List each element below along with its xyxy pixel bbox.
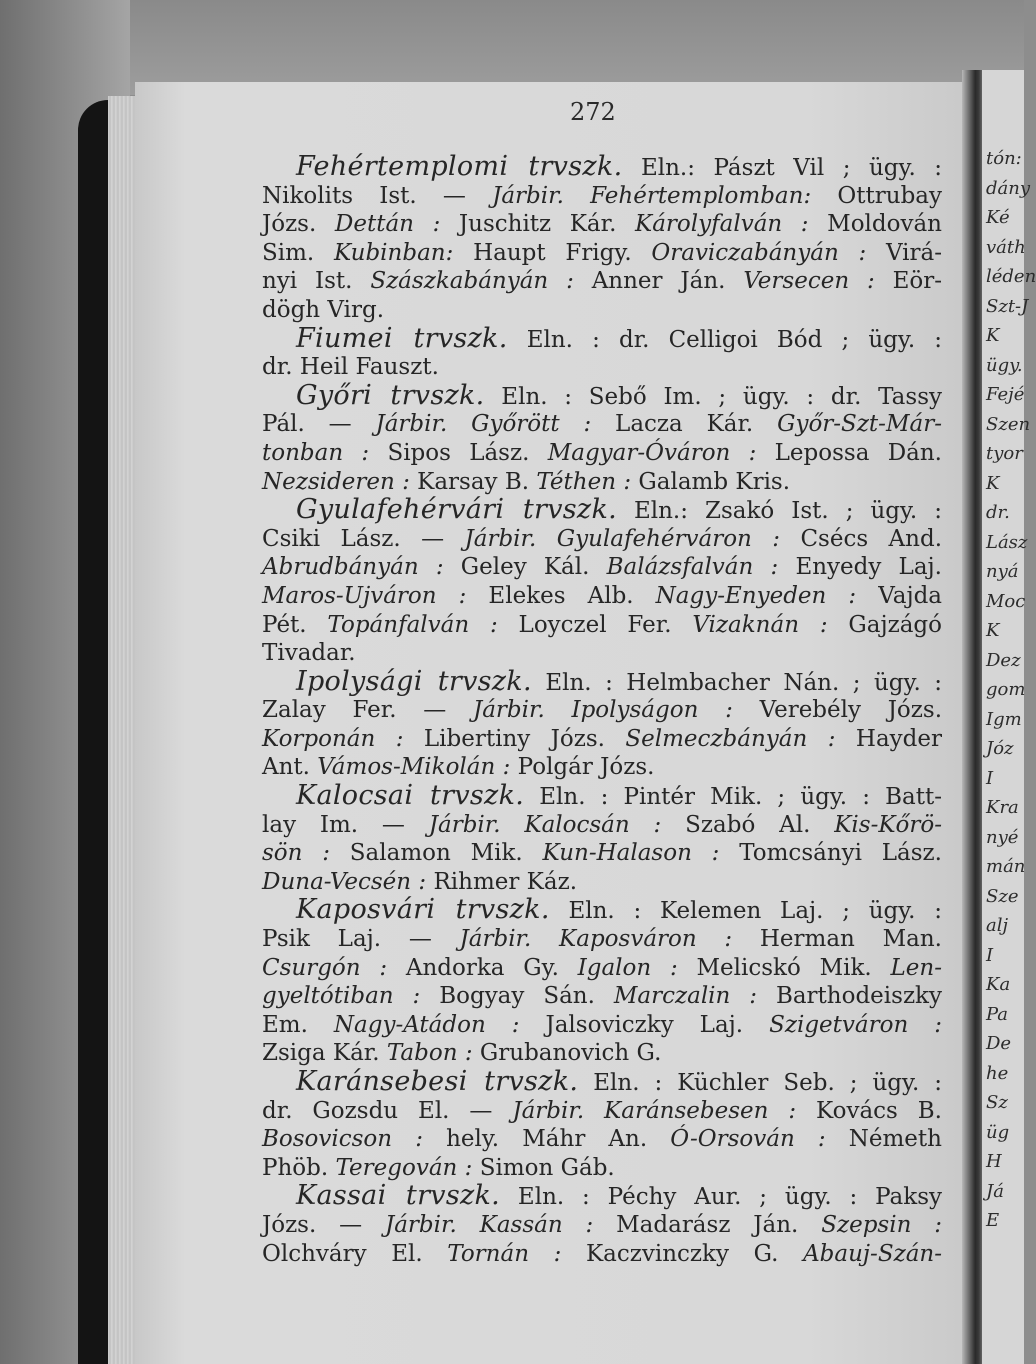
- text-line: [262, 1211, 942, 1240]
- text-line: [262, 439, 942, 468]
- place-name: Ó-Orsován :: [670, 1126, 826, 1153]
- court-name: Ipolysági trvszk.: [296, 665, 532, 697]
- facing-page-fragment: K: [986, 620, 1000, 641]
- place-name: Balázsfalván :: [606, 554, 779, 581]
- facing-page-fragment: léden: [986, 266, 1036, 287]
- text-line: [262, 1240, 942, 1269]
- text-segment: Eör-: [874, 268, 943, 295]
- court-name: Karánsebesi trvszk.: [296, 1066, 579, 1097]
- place-name: Kubinban:: [333, 239, 454, 266]
- place-name: Abauj-Szán-: [803, 1240, 942, 1267]
- text-segment: Gajzágó: [827, 611, 943, 638]
- facing-page-fragment: ügy.: [986, 354, 1023, 376]
- text-segment: Zsiga Kár.: [262, 1040, 387, 1067]
- text-line: [262, 239, 942, 268]
- text-segment: Zalay Fer. —: [262, 697, 473, 724]
- text-segment: Rihmer Káz.: [426, 868, 578, 895]
- place-name: Károlyfalván :: [635, 211, 809, 238]
- facing-page-fragment: I: [986, 767, 994, 789]
- text-line: [262, 1011, 942, 1040]
- text-segment: Melicskó Mik.: [677, 954, 891, 981]
- text-segment: Csécs And.: [780, 525, 943, 552]
- text-segment: Pál. —: [262, 411, 376, 438]
- text-line: [262, 839, 942, 868]
- text-segment: Lacza Kár.: [591, 411, 778, 438]
- text-line: [262, 1039, 942, 1068]
- facing-page-fragment: Ké: [986, 207, 1010, 228]
- facing-page-fragment: Szen: [986, 413, 1031, 435]
- facing-page-fragment: tyor: [986, 443, 1023, 464]
- entry-heading-line: [262, 1182, 942, 1211]
- text-segment: Eln. : dr. Celligoi Bód ; ügy. :: [507, 326, 943, 353]
- facing-page-fragment: H: [986, 1151, 1002, 1172]
- place-name: Topánfalván :: [327, 611, 498, 638]
- text-segment: Madarász Ján.: [593, 1211, 822, 1238]
- text-line: [262, 182, 942, 211]
- facing-page-fragment: Moc: [986, 590, 1026, 612]
- entry-heading-line: [262, 153, 942, 182]
- text-segment: Herman Man.: [732, 926, 942, 953]
- court-name: Fiumei trvszk.: [296, 322, 508, 354]
- place-name: Járbir. Kassán :: [385, 1211, 594, 1238]
- place-name: Járbir. Gyulafehérváron :: [464, 525, 781, 552]
- text-line: [262, 954, 942, 983]
- text-line: [262, 1097, 942, 1126]
- text-segment: Geley Kál.: [443, 554, 607, 581]
- text-line: [262, 811, 942, 840]
- text-segment: Elekes Alb.: [466, 582, 656, 609]
- text-segment: Libertiny Józs.: [403, 725, 626, 752]
- text-segment: Eln. : Sebő Im. ; ügy. : dr. Tassy: [484, 383, 942, 410]
- text-segment: Olchváry El.: [262, 1240, 448, 1267]
- facing-page-fragment: üg: [986, 1121, 1010, 1143]
- facing-page-fragment: Dez: [986, 649, 1021, 671]
- text-segment: Andorka Gy.: [387, 954, 578, 981]
- place-name: Járbir. Ipolyságon :: [473, 697, 733, 724]
- place-name: Járbir. Kaposváron :: [459, 926, 733, 953]
- text-segment: Nikolits Ist. —: [262, 182, 493, 209]
- court-name: Kassai trvszk.: [296, 1180, 501, 1212]
- place-name: Kun-Halason :: [542, 840, 720, 867]
- text-segment: Sim.: [262, 239, 334, 266]
- place-name: Járbir. Karánsebesen :: [512, 1097, 797, 1124]
- facing-page-fragment: Kra: [986, 797, 1019, 818]
- facing-page-fragment: váth: [986, 236, 1026, 258]
- facing-page-fragment: gom: [986, 679, 1026, 700]
- text-segment: Józs. —: [262, 1211, 385, 1238]
- text-segment: Ant.: [262, 754, 318, 781]
- text-line: [262, 753, 942, 782]
- text-line: [262, 696, 942, 725]
- text-segment: Eln. : Kelemen Laj. ; ügy. :: [549, 898, 942, 925]
- text-segment: Ottrubay: [811, 182, 943, 209]
- text-segment: lay Im. —: [262, 811, 429, 838]
- text-segment: Hayder: [835, 725, 942, 752]
- place-name: Tabon :: [386, 1040, 473, 1067]
- facing-page-fragment: Pa: [986, 1003, 1009, 1025]
- background-top: [0, 0, 1024, 95]
- text-segment: nyi Ist.: [262, 268, 371, 295]
- facing-page-fragment: Sze: [986, 885, 1019, 907]
- facing-page-edge: [982, 70, 1036, 1364]
- place-name: Téthen :: [536, 468, 632, 495]
- text-line: [262, 267, 942, 296]
- text-segment: Psik Laj. —: [262, 926, 460, 953]
- text-segment: Tivadar.: [262, 640, 356, 667]
- entry-heading-line: [262, 1068, 942, 1097]
- text-segment: Juschitz Kár.: [440, 211, 636, 238]
- page-text: [262, 153, 942, 1268]
- place-name: Tornán :: [447, 1240, 562, 1267]
- text-line: [262, 582, 942, 611]
- place-name: Igalon :: [577, 954, 678, 981]
- text-segment: Grubanovich G.: [472, 1040, 662, 1067]
- text-segment: Verebély Józs.: [732, 697, 943, 724]
- entry-heading-line: [262, 496, 942, 525]
- facing-page-fragment: K: [986, 325, 1000, 346]
- place-name: Oraviczabányán :: [651, 239, 867, 266]
- place-name: sön :: [262, 840, 330, 867]
- text-segment: Loyczel Fer.: [497, 611, 693, 638]
- place-name: Szigetváron :: [769, 1011, 942, 1038]
- place-name: Vámos-Mikolán :: [317, 754, 511, 781]
- text-segment: Józs.: [262, 211, 335, 238]
- text-line: [262, 410, 942, 439]
- text-segment: Salamon Mik.: [330, 840, 543, 867]
- text-line: [262, 639, 942, 668]
- place-name: Nagy-Atádon :: [333, 1011, 520, 1038]
- text-line: [262, 210, 942, 239]
- facing-page-fragment: Józ: [986, 738, 1014, 759]
- text-segment: Jalsoviczky Laj.: [519, 1011, 770, 1038]
- text-segment: Eln. : Küchler Seb. ; ügy. :: [578, 1070, 942, 1096]
- text-segment: Csiki Lász. —: [262, 525, 465, 552]
- place-name: Szászkabányán :: [370, 268, 574, 295]
- facing-page-fragment: Sz: [986, 1092, 1008, 1113]
- place-name: Duna-Vecsén :: [262, 868, 427, 895]
- place-name: Vizaknán :: [692, 611, 828, 638]
- text-segment: Anner Ján.: [573, 268, 744, 295]
- text-segment: Haupt Frigy.: [453, 239, 652, 266]
- text-segment: dr. Heil Fauszt.: [262, 354, 439, 381]
- court-name: Kalocsai trvszk.: [296, 780, 525, 812]
- text-segment: Lepossa Dán.: [756, 439, 942, 466]
- place-name: Dettán :: [334, 211, 441, 238]
- text-segment: hely. Máhr An.: [422, 1126, 671, 1153]
- place-name: Győr-Szt-Már-: [777, 411, 942, 438]
- facing-page-fragment: nyá: [986, 561, 1019, 582]
- text-line: [262, 525, 942, 554]
- text-segment: Polgár Józs.: [510, 754, 655, 781]
- text-line: [262, 353, 942, 382]
- text-segment: Eln.: Pászt Vil ; ügy. :: [622, 155, 942, 181]
- text-segment: dögh Virg.: [262, 296, 385, 323]
- text-segment: Szabó Al.: [661, 811, 835, 838]
- facing-page-fragment: Ka: [986, 974, 1011, 995]
- place-name: Nagy-Enyeden :: [655, 582, 857, 609]
- place-name: Marczalin :: [613, 983, 758, 1010]
- text-line: [262, 725, 942, 754]
- entry-heading-line: [262, 896, 942, 925]
- facing-page-fragment: nyé: [986, 826, 1019, 848]
- text-line: [262, 553, 942, 582]
- facing-page-fragment: K: [986, 472, 1000, 494]
- place-name: Szepsin :: [821, 1211, 942, 1238]
- text-segment: Pét.: [262, 611, 328, 638]
- text-line: [262, 1154, 942, 1183]
- entry-heading-line: [262, 379, 942, 411]
- entry-heading-line: [262, 322, 943, 354]
- place-name: Versecen :: [743, 268, 875, 295]
- text-segment: Karsay B.: [409, 468, 537, 495]
- facing-page-fragment: E: [986, 1210, 1000, 1231]
- text-line: [262, 868, 942, 897]
- text-segment: Eln. : Péchy Aur. ; ügy. : Paksy: [500, 1184, 943, 1211]
- text-line: [262, 925, 942, 954]
- facing-page-fragment: Fejé: [986, 384, 1025, 405]
- facing-page-fragment: Igm: [986, 708, 1022, 730]
- facing-page-fragment: De: [986, 1033, 1012, 1054]
- text-segment: Kovács B.: [796, 1097, 942, 1124]
- facing-page-fragment: he: [986, 1062, 1009, 1084]
- text-segment: Em.: [262, 1011, 334, 1038]
- text-segment: Bogyay Sán.: [420, 983, 614, 1010]
- text-segment: Kaczvinczky G.: [561, 1240, 804, 1267]
- page-number: 272: [570, 98, 616, 126]
- text-segment: Németh: [825, 1126, 942, 1153]
- place-name: Selmeczbányán :: [625, 725, 836, 752]
- text-line: [262, 611, 942, 640]
- text-segment: Simon Gáb.: [472, 1154, 615, 1181]
- place-name: tonban :: [262, 439, 370, 466]
- court-name: Győri trvszk.: [296, 379, 485, 411]
- place-name: Járbir. Kalocsán :: [428, 811, 662, 838]
- text-segment: Eln. : Pintér Mik. ; ügy. : Batt-: [524, 784, 942, 811]
- place-name: Bosovicson :: [262, 1126, 423, 1153]
- place-name: Nezsideren :: [262, 468, 410, 495]
- place-name: Maros-Ujváron :: [262, 582, 467, 609]
- place-name: Korponán :: [262, 725, 404, 752]
- facing-page-fragment: Szt-J: [986, 295, 1029, 317]
- text-line: [262, 468, 942, 497]
- text-segment: Virá-: [866, 239, 943, 266]
- place-name: Járbir. Fehértemplomban:: [492, 182, 812, 209]
- text-segment: Eln.: Zsakó Ist. ; ügy. :: [616, 498, 942, 525]
- text-segment: Barthodeiszky: [757, 983, 942, 1010]
- text-segment: Galamb Kris.: [631, 468, 791, 495]
- place-name: Kis-Kőrö-: [834, 811, 942, 838]
- facing-page-fragment: Lász: [986, 531, 1028, 553]
- text-segment: dr. Gozsdu El. —: [262, 1097, 513, 1124]
- text-line: [262, 1125, 942, 1154]
- text-segment: Enyedy Laj.: [778, 554, 942, 581]
- facing-page-fragment: alj: [986, 915, 1009, 936]
- text-segment: Moldován: [808, 211, 942, 238]
- place-name: Abrudbányán :: [262, 554, 444, 581]
- text-line: [262, 982, 942, 1011]
- facing-page-fragment: Já: [986, 1180, 1004, 1202]
- place-name: Csurgón :: [262, 954, 388, 981]
- court-name: Gyulafehérvári trvszk.: [296, 494, 617, 526]
- place-name: Magyar-Óváron :: [547, 439, 757, 466]
- text-segment: Phöb.: [262, 1154, 336, 1181]
- court-name: Fehértemplomi trvszk.: [296, 151, 623, 182]
- facing-page-fragment: dány: [986, 177, 1031, 199]
- facing-page-fragment: I: [986, 944, 994, 966]
- court-name: Kaposvári trvszk.: [296, 894, 550, 926]
- place-name: gyeltótiban :: [262, 983, 421, 1010]
- facing-page-fragment: dr.: [986, 502, 1010, 523]
- entry-heading-line: [262, 782, 942, 811]
- entry-heading-line: [262, 665, 943, 697]
- place-name: Teregován :: [335, 1154, 473, 1181]
- text-segment: Tomcsányi Lász.: [719, 840, 942, 867]
- text-segment: Sipos Lász.: [369, 439, 548, 466]
- text-line: [262, 296, 942, 325]
- text-segment: Vajda: [856, 582, 943, 609]
- place-name: Len-: [890, 954, 942, 981]
- text-segment: Eln. : Helmbacher Nán. ; ügy. :: [531, 669, 943, 696]
- facing-page-fragment: mán: [986, 856, 1026, 877]
- facing-page-fragment: tón:: [986, 148, 1022, 169]
- place-name: Járbir. Győrött :: [375, 411, 592, 438]
